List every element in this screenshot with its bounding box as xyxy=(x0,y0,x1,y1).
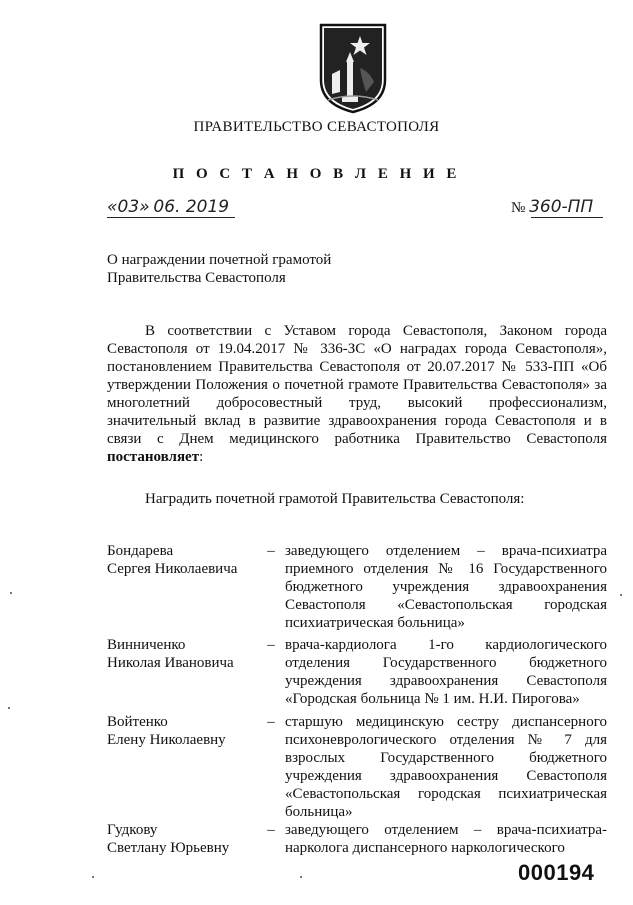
scan-speck xyxy=(620,594,622,596)
preamble-decides: постановляет xyxy=(107,449,200,465)
recipient-dash: – xyxy=(267,543,275,559)
document-serial-number: 000194 xyxy=(518,860,595,885)
scan-speck xyxy=(92,876,94,878)
sevastopol-coat-of-arms-icon xyxy=(318,22,388,114)
recipient-dash: – xyxy=(267,714,275,730)
recipient-surname: Гудкову xyxy=(107,822,158,838)
preamble-paragraph xyxy=(107,322,607,466)
recipient-position: заведующего отделением – врача-психиатра-нарколога диспансерного наркологического xyxy=(285,822,607,856)
recipient-dash: – xyxy=(267,637,275,653)
recipient-surname: Винниченко xyxy=(107,637,186,653)
scan-speck xyxy=(300,876,302,878)
preamble-colon: : xyxy=(199,449,204,465)
recipient-surname: Бондарева xyxy=(107,543,174,559)
preamble-text: В соответствии с Уставом города Севастополя, Законом города Севастополя от 19.04.2017 № 336-ЗС «О наградах города Севастополя», постановлением Правительства Севастополя от 20.07.2017 № 533-ПП «Об утверждении Положения о почетной грамоте Правительства Севастополя» за многолетний добросовестный труд, высокий профессионализм, значительный вклад в развитие здравоохранения города Севастополя и в связи с Днем медицинского работника Правительство Севастополя xyxy=(107,323,607,447)
date-open-quote: « xyxy=(107,197,118,217)
document-type-heading: П О С Т А Н О В Л Е Н И Е xyxy=(172,166,461,182)
decree-date xyxy=(107,197,229,217)
scan-speck xyxy=(10,592,12,594)
subject-line-1: О награждении почетной грамотой xyxy=(107,252,332,268)
number-underline xyxy=(531,217,603,218)
date-close-quote: » xyxy=(139,197,150,217)
recipient-given-names: Николая Ивановича xyxy=(107,655,234,671)
recipient-name xyxy=(107,821,257,857)
recipient-surname: Войтенко xyxy=(107,714,168,730)
recipient-position: старшую медицинскую сестру диспансерного психоневрологического отделения № 7 для взрослых Государственного бюджетного учреждения здравоохранения Севастополя «Севастопольская городская психиатрическая больница» xyxy=(285,714,607,820)
scan-speck xyxy=(8,707,10,709)
number-prefix: № xyxy=(511,200,526,216)
recipient-name xyxy=(107,713,257,749)
recipient-given-names: Сергея Николаевича xyxy=(107,561,238,577)
decree-number xyxy=(511,197,593,217)
date-underline xyxy=(107,217,235,218)
government-title: ПРАВИТЕЛЬСТВО СЕВАСТОПОЛЯ xyxy=(193,119,440,135)
date-month-year: 06. 2019 xyxy=(153,197,230,217)
recipient-name xyxy=(107,636,257,672)
award-statement: Наградить почетной грамотой Правительства Севастополя: xyxy=(145,491,525,507)
recipient-given-names: Елену Николаевну xyxy=(107,732,226,748)
decree-subject xyxy=(107,251,331,287)
recipient-dash: – xyxy=(267,822,275,838)
recipient-given-names: Светлану Юрьевну xyxy=(107,840,230,856)
recipient-position: врача-кардиолога 1-го кардиологического отделения Государственного бюджетного учреждения здравоохранения Севастополя «Городская больница № 1 им. Н.И. Пирогова» xyxy=(285,637,607,707)
date-day: 03 xyxy=(117,197,140,217)
subject-line-2: Правительства Севастополя xyxy=(107,270,286,286)
recipient-name xyxy=(107,542,257,578)
recipient-position: заведующего отделением – врача-психиатра приемного отделения № 16 Государственного бюджетного учреждения здравоохранения Севастополя «Севастопольская городская психиатрическая больница» xyxy=(285,543,607,631)
number-value: 360-ПП xyxy=(529,197,594,217)
